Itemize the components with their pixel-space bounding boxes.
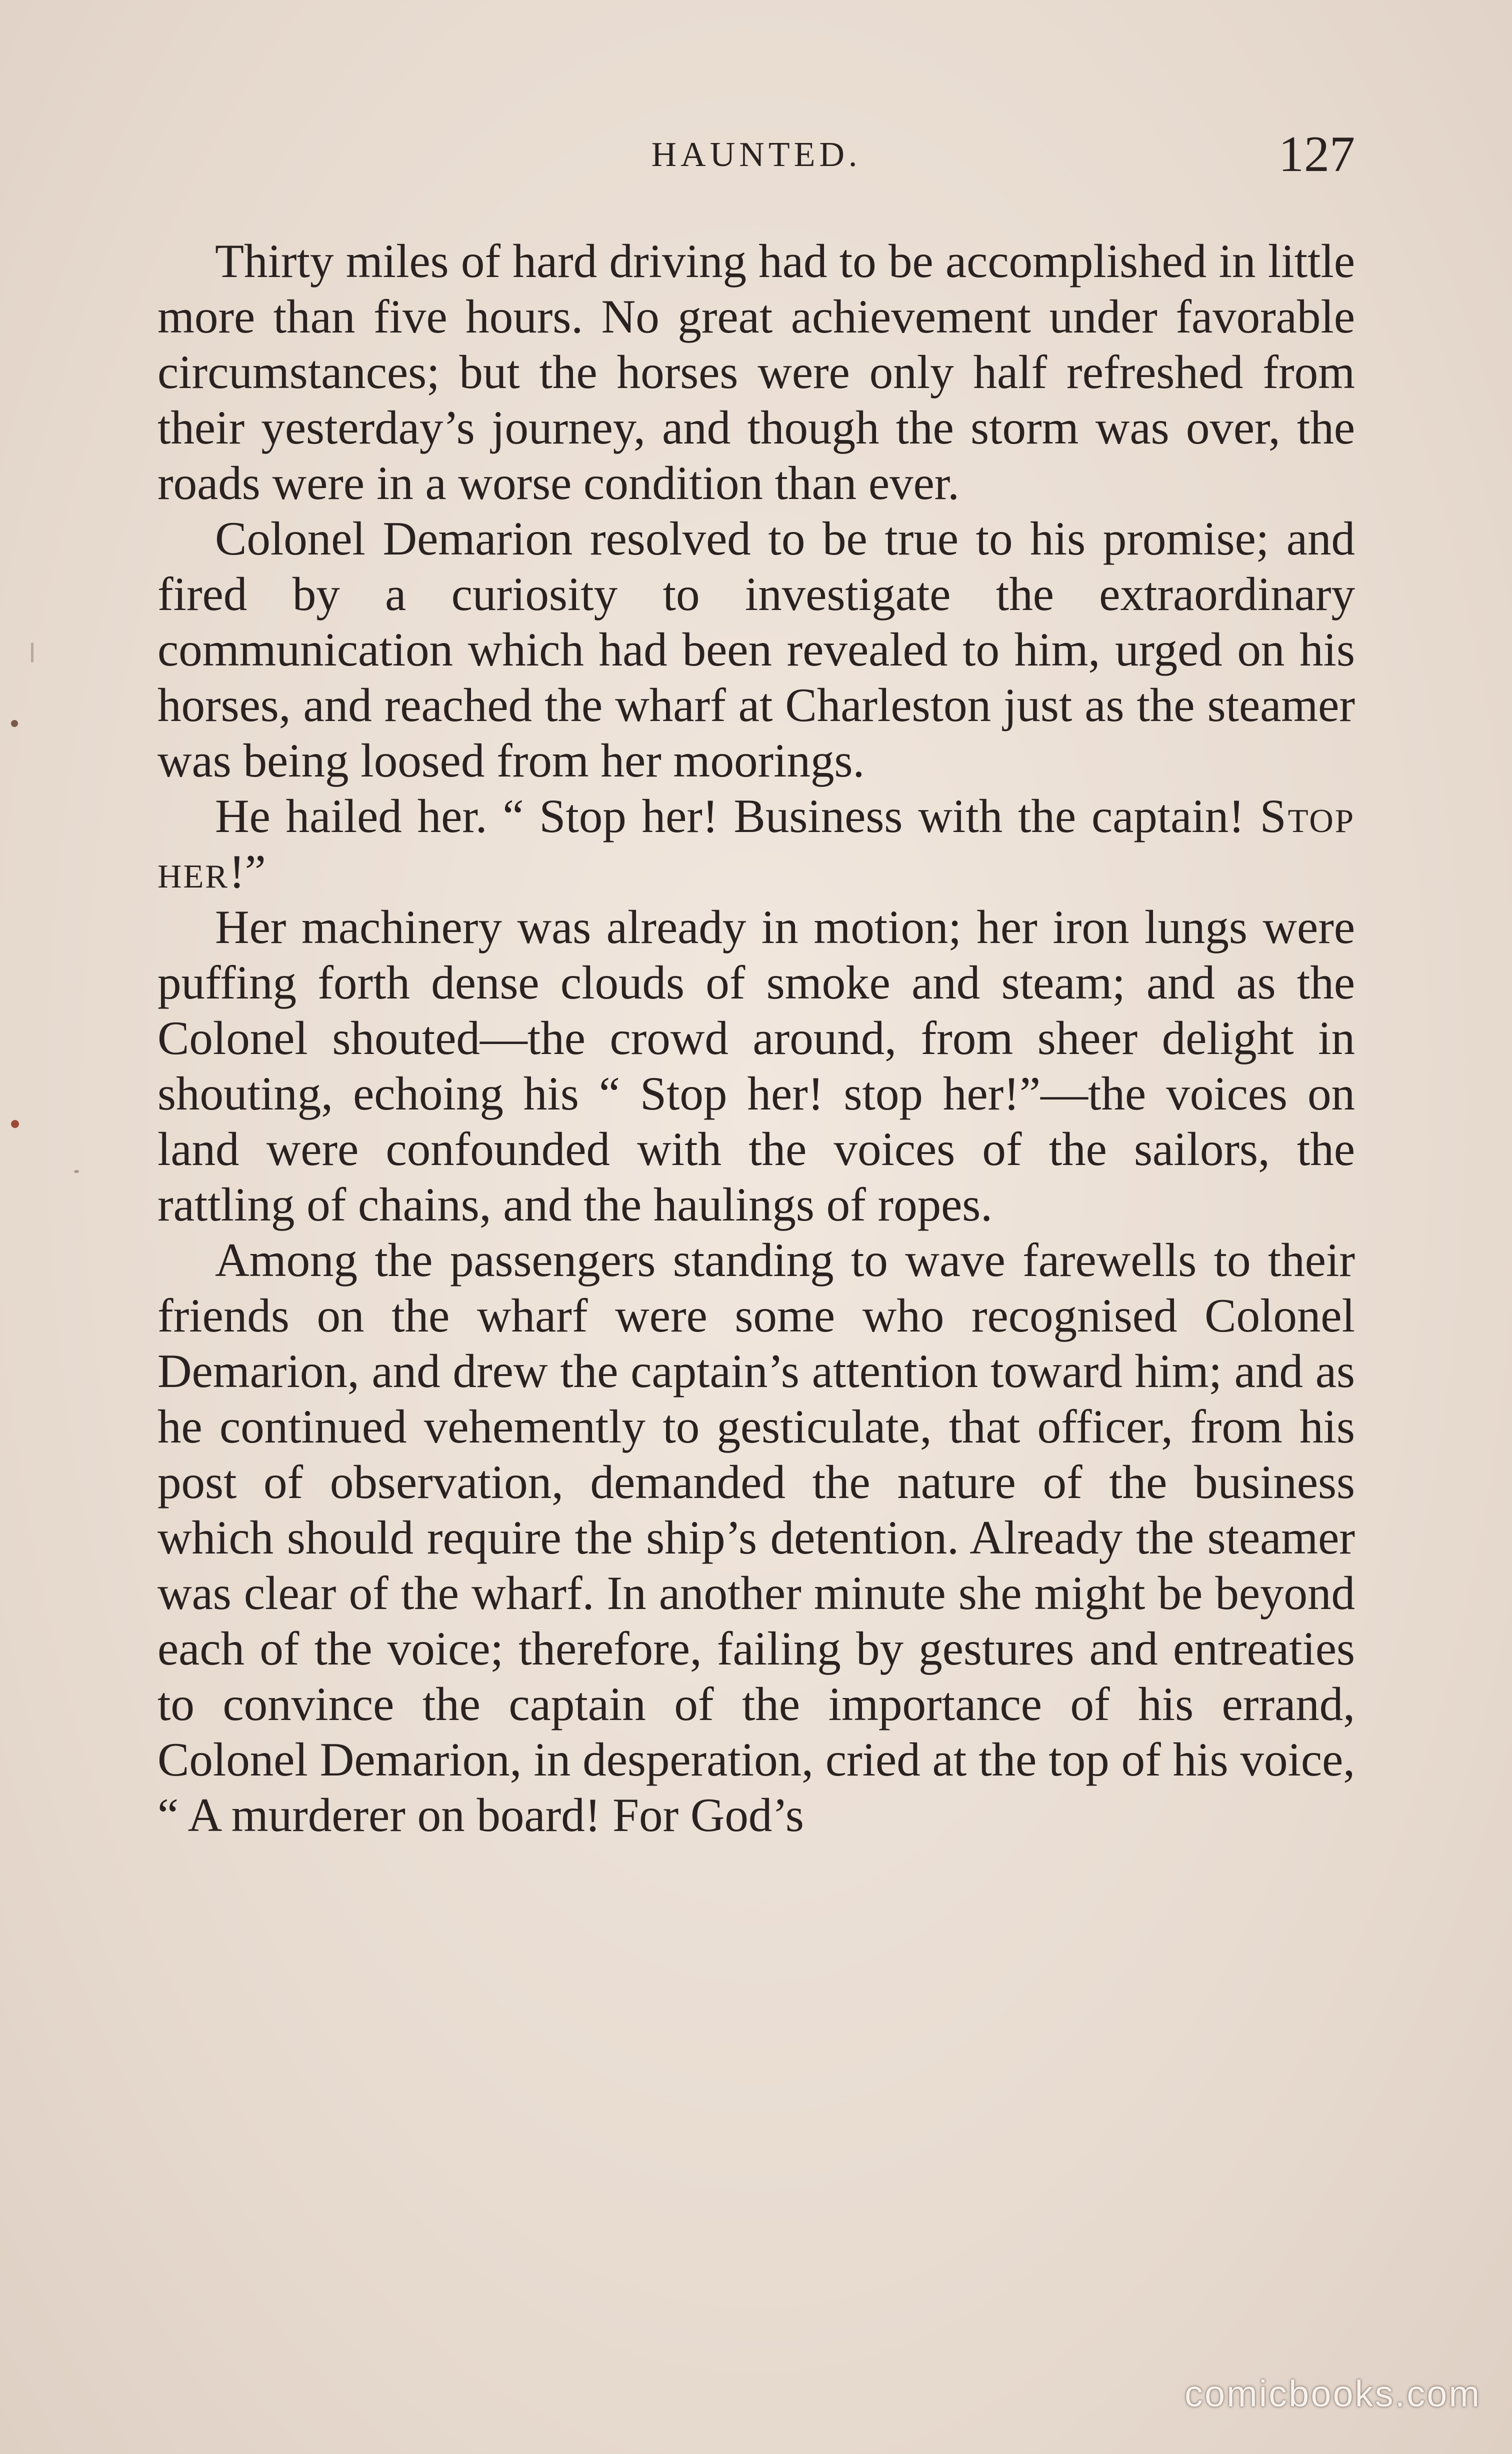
paragraph-2: Colonel Demarion resolved to be true to his promise; and fired by a curiosity to investigate the extraordinary communication which had been revealed to him, urged on his horses, and reached the wharf at Charleston just as the steamer was being loosed from her moorings. [158, 512, 1355, 787]
body-text [158, 234, 1355, 1843]
margin-speck [11, 720, 18, 727]
paragraph-1: Thirty miles of hard driving had to be accomplished in little more than five hours. No great achievement under favorable circumstances; but the horses were only half refreshed from their yesterday’s journey, and though the storm was over, the roads were in a worse condition than ever. [158, 234, 1355, 510]
paragraph-5: Among the passengers standing to wave farewells to their friends on the wharf were some who recognised Colonel Demarion, and drew the captain’s attention toward him; and as he continued vehemently to gesticulate, that officer, from his post of observation, demanded the nature of the business which should require the ship’s detention. Already the steamer was clear of the wharf. In another minute she might be beyond each of the voice; therefore, failing by gestures and entreaties to convince the captain of the importance of his errand, Colonel Demarion, in desperation, cried at the top of his voice, “ A murderer on board! For God’s [158, 1234, 1355, 1842]
running-title: HAUNTED. [651, 136, 862, 174]
margin-speck [74, 1170, 79, 1173]
stop-her-smallcaps: Stop her [158, 790, 1355, 898]
paragraph-3-close: !” [229, 845, 266, 898]
margin-speck [11, 1120, 19, 1128]
margin-speck [31, 642, 34, 662]
paragraph-3-text: He hailed her. “ Stop her! Business with the captain! [215, 790, 1260, 842]
paragraph-3 [158, 788, 1355, 900]
running-head [158, 125, 1355, 180]
page-number: 127 [1278, 126, 1355, 182]
watermark: comicbooks.com [1184, 2373, 1481, 2414]
paragraph-4: Her machinery was already in motion; her iron lungs were puffing forth dense clouds of smoke and steam; and as the Colonel shouted—the crowd around, from sheer delight in shouting, echoing his “ Stop her! stop her!”—the voices on land were confounded with the voices of the sailors, the rattling of chains, and the haulings of ropes. [158, 900, 1355, 1231]
